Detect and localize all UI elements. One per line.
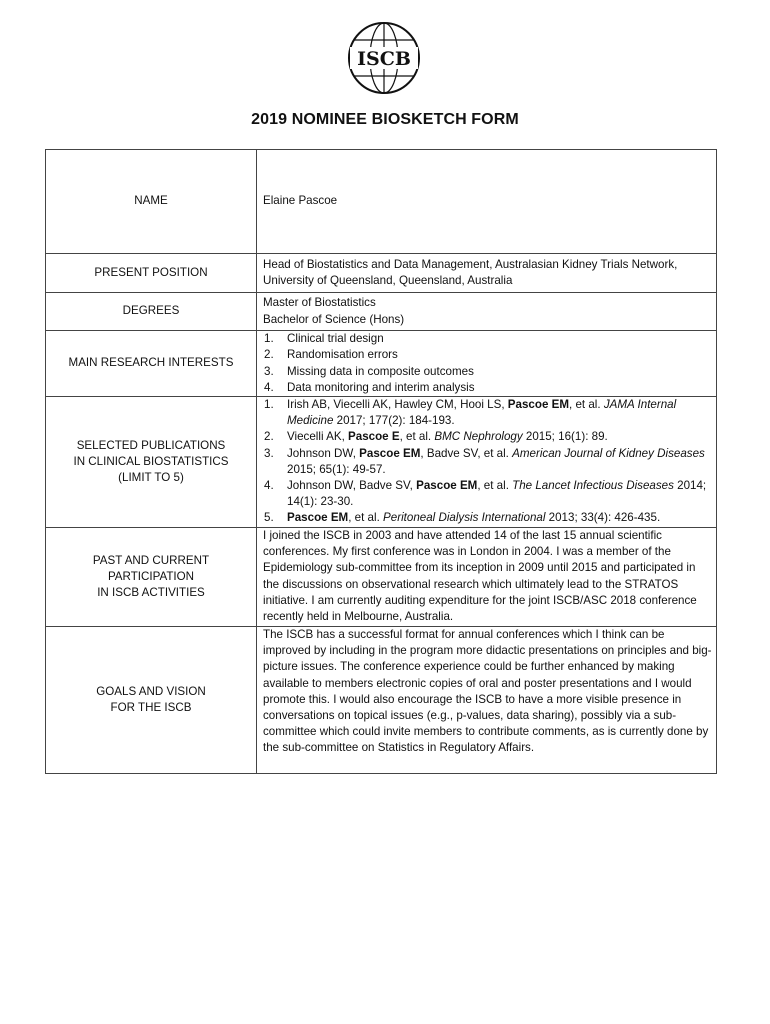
row-participation <box>46 528 717 627</box>
degree-item: Bachelor of Science (Hons) <box>263 312 405 326</box>
participation-value: I joined the ISCB in 2003 and have attended 14 of the last 15 annual scientific conferences. My first conference was in London in 2004. I was a member of the Epidemiology sub-committee from its inception in 2009 until 2015 and participated in the discussions on observational research which ultimately lead to the STRATOS initiative. I am currently auditing expenditure for the joint ISCB/ASC 2018 conference recently held in Melbourne, Australia. <box>257 528 717 627</box>
row-goals <box>46 627 717 774</box>
form-title: 2019 NOMINEE BIOSKETCH FORM <box>251 111 519 128</box>
goals-value: The ISCB has a successful format for annual conferences which I think can be improved by including in the program more didactic presentations on principles and big-picture issues. The conference experience could be further enhanced by making available to members electronic copies of oral and poster presentations and I would promote this. I would also encourage the ISCB to have a more visible presence in conversations on topical issues (e.g., p-values, data sharing), possibly via a sub-committee which could invite members to contribute comments, as is currently done by the sub-committee on Statistics in Regulatory Affairs. <box>257 627 717 774</box>
publications-label: SELECTED PUBLICATIONS IN CLINICAL BIOSTATISTICS (LIMIT TO 5) <box>46 397 257 528</box>
position-label: PRESENT POSITION <box>46 254 257 293</box>
interest-item: 2. Randomisation errors <box>264 348 398 362</box>
publication-item: 3. Johnson DW, Pascoe EM, Badve SV, et al. American Journal of Kidney Diseases 2015; 65(1): 49-57. <box>264 446 705 476</box>
goals-label: GOALS AND VISION FOR THE ISCB <box>46 627 257 774</box>
publication-item: 2. Viecelli AK, Pascoe E, et al. BMC Nephrology 2015; 16(1): 89. <box>264 430 608 444</box>
row-degrees <box>46 293 717 331</box>
publication-item: 1. Irish AB, Viecelli AK, Hawley CM, Hooi LS, Pascoe EM, et al. JAMA Internal Medicine 2017; 177(2): 184-193. <box>264 398 677 428</box>
iscb-logo <box>346 20 422 96</box>
row-publications <box>46 397 717 528</box>
row-interests <box>46 331 717 397</box>
publication-item: 4. Johnson DW, Badve SV, Pascoe EM, et al. The Lancet Infectious Diseases 2014; 14(1): 23-30. <box>264 479 707 509</box>
interest-item: 3. Missing data in composite outcomes <box>264 364 474 378</box>
name-label: NAME <box>46 150 257 254</box>
publications-value <box>257 397 717 528</box>
degree-item: Master of Biostatistics <box>263 296 376 310</box>
interest-item: 4. Data monitoring and interim analysis <box>264 380 475 394</box>
name-value: Elaine Pascoe <box>257 150 717 254</box>
participation-label: PAST AND CURRENT PARTICIPATION IN ISCB ACTIVITIES <box>46 528 257 627</box>
degrees-value <box>257 293 717 331</box>
row-position <box>46 254 717 293</box>
publication-item: 5. Pascoe EM, et al. Peritoneal Dialysis International 2013; 33(4): 426-435. <box>264 511 661 525</box>
interests-label: MAIN RESEARCH INTERESTS <box>46 331 257 397</box>
degrees-label: DEGREES <box>46 293 257 331</box>
row-name <box>46 150 717 254</box>
position-value: Head of Biostatistics and Data Management, Australasian Kidney Trials Network, University of Queensland, Queensland, Australia <box>257 254 717 293</box>
logo-text: ISCB <box>357 48 411 70</box>
biosketch-table <box>45 149 717 774</box>
interest-item: 1. Clinical trial design <box>264 332 384 346</box>
interests-value <box>257 331 717 397</box>
